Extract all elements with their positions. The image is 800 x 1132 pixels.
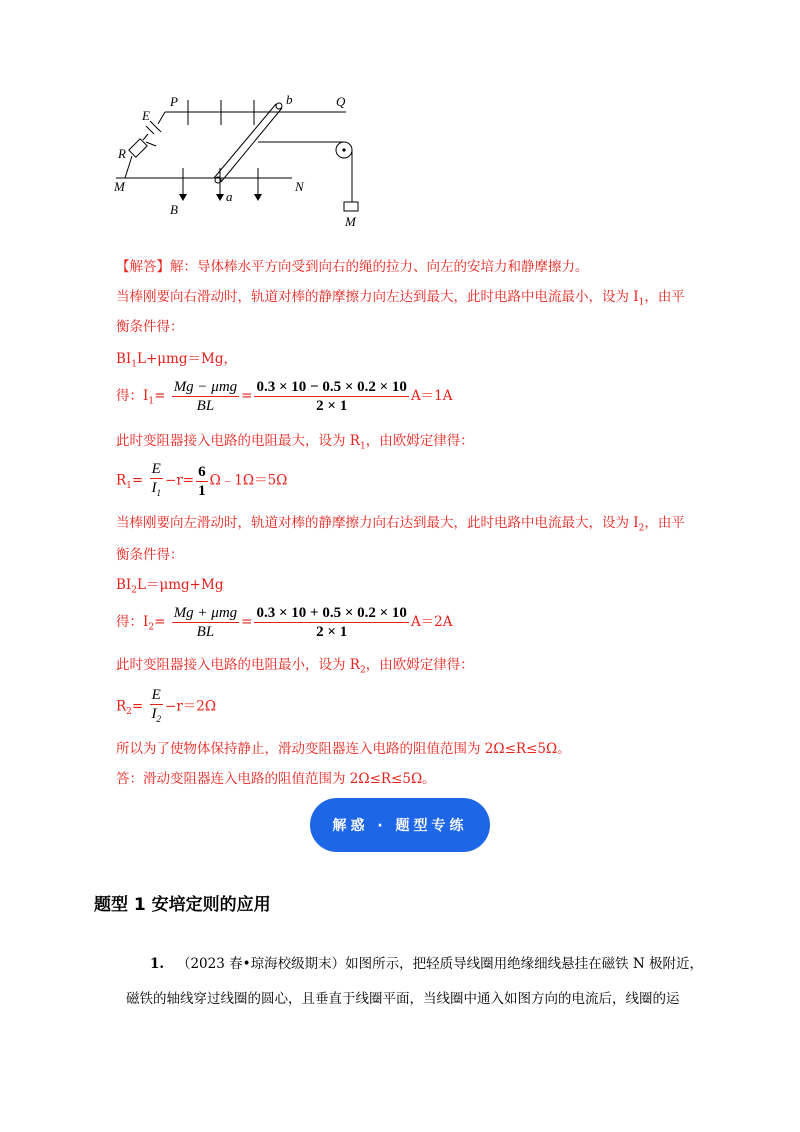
answer-p3b: 衡条件得：	[116, 547, 184, 563]
answer-p4: 此时变阻器接入电路的电阻最小，设为 $R_2$，由欧姆定律得：	[116, 657, 474, 676]
answer-intro: 【解答】解：导体棒水平方向受到向右的绳的拉力、向左的安培力和静摩擦力。	[116, 259, 589, 275]
question-line-2: 磁铁的轴线穿过线圈的圆心，且垂直于线圈平面，当线圈中通入如图方向的电流后，线圈的运	[126, 991, 680, 1007]
label-M-left: M	[114, 179, 125, 194]
answer-tag: 【解答】	[116, 259, 170, 275]
fraction-i2-numeric: $\frac{0.3 \times 10 + 0.5 \times 0.2 \times 10}{2 \times 1}$	[256, 605, 407, 640]
fraction-i1-numeric: $\frac{0.3 \times 10 - 0.5 \times 0.2 \times 10}{2 \times 1}$	[256, 379, 407, 414]
label-Q: Q	[336, 94, 346, 109]
section-banner	[310, 798, 490, 852]
equation-6: $R_2=$ $\frac{E}{I_2}$ −r＝2Ω	[116, 686, 216, 728]
fraction-i2-symbolic: $\frac{\text{Mg + μmg}}{BL}$	[173, 605, 238, 640]
label-E: E	[142, 108, 150, 123]
answer-p3a: 当棒刚要向左滑动时，轨道对棒的静摩擦力向右达到最大，此时电路中电流最大，设为 $I_2$，由平	[116, 515, 685, 534]
fraction-e-over-i1: $\frac{E}{I_1}$	[151, 461, 162, 498]
equation-2: 得：$I_1=$ $\frac{\text{Mg − μmg}}{BL}$ = $\frac{0.3 \times 10 - 0.5 \times 0.2 \times 10}{2 \times 1}$ A＝1A	[116, 379, 453, 414]
banner-text: 解惑 · 题型专练	[332, 818, 468, 834]
label-M-weight: M	[345, 214, 356, 229]
label-N: N	[295, 179, 304, 194]
answer-conclusion: 所以为了使物体保持静止，滑动变阻器连入电路的阻值范围为 2Ω≤R≤5Ω。	[116, 741, 571, 757]
fraction-e-over-i2: $\frac{E}{I_2}$	[151, 687, 162, 724]
answer-final: 答：滑动变阻器连入电路的阻值范围为 2Ω≤R≤5Ω。	[116, 771, 436, 787]
fraction-6-over-1: $\frac{6}{1}$	[198, 463, 206, 499]
circuit-diagram	[108, 90, 378, 235]
label-P: P	[170, 94, 178, 109]
equation-3: $R_1=$ $\frac{E}{I_1}$ −r= $\frac{6}{1}$ Ω﹣1Ω＝5Ω	[116, 460, 287, 502]
question-line-1: 1. （2023 春•琼海校级期末）如图所示，把轻质导线圈用绝缘细线悬挂在磁铁 N 极附近，	[150, 956, 703, 972]
equation-5: 得：$I_2=$ $\frac{\text{Mg + μmg}}{BL}$ = $\frac{0.3 \times 10 + 0.5 \times 0.2 \times 10}{2 \times 1}$ A＝2A	[116, 605, 453, 640]
answer-p2: 此时变阻器接入电路的电阻最大，设为 $R_1$，由欧姆定律得：	[116, 433, 474, 452]
question-number: 1.	[150, 956, 165, 972]
answer-p1b: 衡条件得：	[116, 319, 184, 335]
answer-p1a: 当棒刚要向右滑动时，轨道对棒的静摩擦力向左达到最大，此时电路中电流最小，设为 $I_1$，由平	[116, 289, 685, 308]
label-R: R	[118, 146, 126, 161]
label-a: a	[226, 189, 233, 204]
equation-1: $BI_1L+\mu mg=Mg$，	[116, 351, 237, 370]
label-b: b	[286, 92, 293, 107]
section-title: 题型 1 安培定则的应用	[94, 895, 271, 915]
fraction-i1-symbolic: $\frac{\text{Mg − μmg}}{BL}$	[173, 379, 238, 414]
equation-4: $BI_2L=\mu mg+Mg$	[116, 577, 224, 596]
label-B: B	[170, 202, 178, 217]
